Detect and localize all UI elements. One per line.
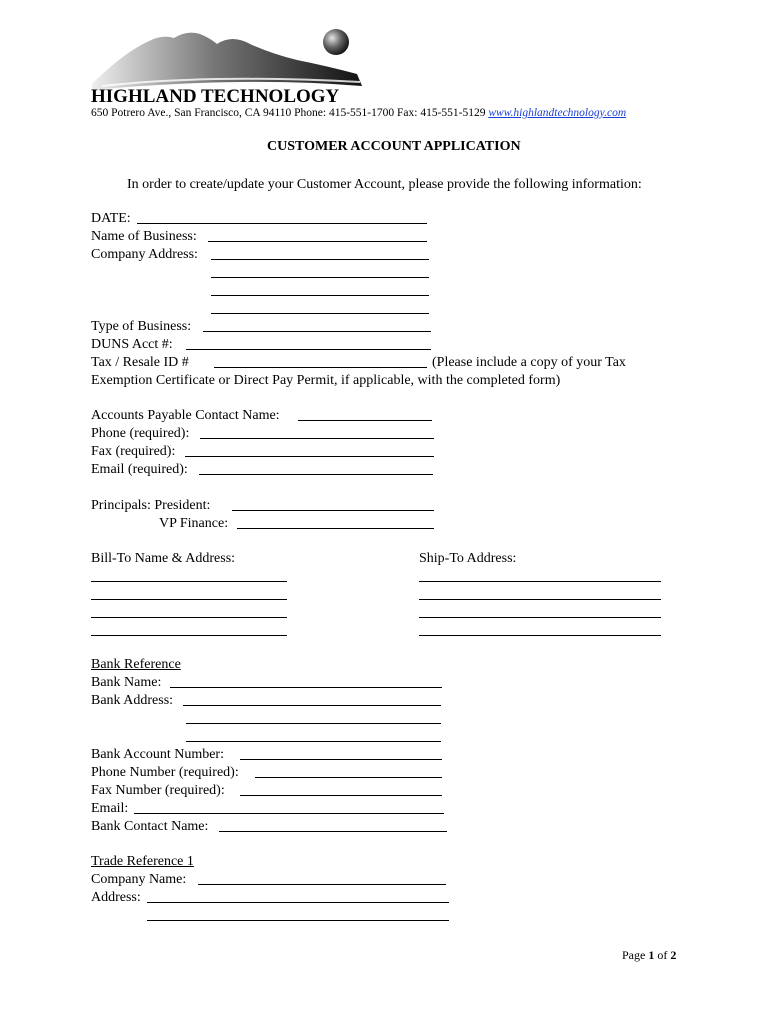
bill-to-field-3[interactable] bbox=[91, 617, 287, 618]
vp-finance-field[interactable] bbox=[237, 528, 434, 529]
principals-label: Principals: President: bbox=[91, 498, 211, 513]
trade-company-name-label: Company Name: bbox=[91, 872, 187, 887]
company-address-field-2[interactable] bbox=[211, 277, 429, 278]
company-address-field-3[interactable] bbox=[211, 295, 429, 296]
bank-address-field-3[interactable] bbox=[186, 741, 441, 742]
bank-contact-label: Bank Contact Name: bbox=[91, 819, 209, 834]
date-label: DATE: bbox=[91, 211, 131, 226]
email-label: Email (required): bbox=[91, 462, 188, 477]
duns-label: DUNS Acct #: bbox=[91, 337, 173, 352]
company-address-field-4[interactable] bbox=[211, 313, 429, 314]
vp-finance-label: VP Finance: bbox=[159, 516, 229, 531]
type-of-business-label: Type of Business: bbox=[91, 319, 192, 334]
tax-note-line-1: (Please include a copy of your Tax bbox=[432, 355, 626, 370]
tax-id-label: Tax / Resale ID # bbox=[91, 355, 189, 370]
page-current: 1 bbox=[648, 948, 655, 962]
phone-field[interactable] bbox=[200, 438, 434, 439]
bank-phone-field[interactable] bbox=[255, 777, 442, 778]
bank-name-label: Bank Name: bbox=[91, 675, 162, 690]
bill-to-field-4[interactable] bbox=[91, 635, 287, 636]
page-number bbox=[622, 948, 676, 963]
tax-id-field[interactable] bbox=[214, 367, 427, 368]
bill-to-field-2[interactable] bbox=[91, 599, 287, 600]
bank-address-field-2[interactable] bbox=[186, 723, 441, 724]
ship-to-field-3[interactable] bbox=[419, 617, 661, 618]
of-word: of bbox=[657, 948, 668, 962]
bill-to-label: Bill-To Name & Address: bbox=[91, 551, 236, 566]
company-name: HIGHLAND TECHNOLOGY bbox=[91, 86, 340, 107]
company-contact-info: 650 Potrero Ave., San Francisco, CA 94110 Phone: 415-551-1700 Fax: 415-551-5129 bbox=[91, 107, 486, 119]
phone-label: Phone (required): bbox=[91, 426, 190, 441]
fax-field[interactable] bbox=[185, 456, 434, 457]
trade-address-label: Address: bbox=[91, 890, 141, 905]
fax-label: Fax (required): bbox=[91, 444, 176, 459]
page-word: Page bbox=[622, 948, 646, 962]
bank-fax-field[interactable] bbox=[240, 795, 442, 796]
bank-address-label: Bank Address: bbox=[91, 693, 174, 708]
highland-logo bbox=[92, 24, 372, 94]
bill-to-field-1[interactable] bbox=[91, 581, 287, 582]
ship-to-field-4[interactable] bbox=[419, 635, 661, 636]
type-of-business-field[interactable] bbox=[203, 331, 431, 332]
bank-phone-label: Phone Number (required): bbox=[91, 765, 239, 780]
email-field[interactable] bbox=[199, 474, 433, 475]
bank-reference-heading: Bank Reference bbox=[91, 657, 181, 672]
trade-address-field-2[interactable] bbox=[147, 920, 449, 921]
bank-account-number-label: Bank Account Number: bbox=[91, 747, 224, 762]
intro-text: In order to create/update your Customer Account, please provide the following information: bbox=[127, 177, 642, 192]
bank-contact-field[interactable] bbox=[219, 831, 447, 832]
page-total: 2 bbox=[670, 948, 677, 962]
bank-email-label: Email: bbox=[91, 801, 129, 816]
ship-to-field-2[interactable] bbox=[419, 599, 661, 600]
bank-address-field-1[interactable] bbox=[183, 705, 441, 706]
business-name-field[interactable] bbox=[208, 241, 427, 242]
business-name-label: Name of Business: bbox=[91, 229, 197, 244]
date-field[interactable] bbox=[137, 223, 427, 224]
bank-name-field[interactable] bbox=[170, 687, 442, 688]
company-address-label: Company Address: bbox=[91, 247, 198, 262]
bank-fax-label: Fax Number (required): bbox=[91, 783, 225, 798]
website-link[interactable]: www.highlandtechnology.com bbox=[488, 107, 627, 119]
president-field[interactable] bbox=[232, 510, 434, 511]
tax-note-line-2: Exemption Certificate or Direct Pay Permit, if applicable, with the completed form) bbox=[91, 373, 561, 388]
bank-account-number-field[interactable] bbox=[240, 759, 442, 760]
ship-to-field-1[interactable] bbox=[419, 581, 661, 582]
trade-company-name-field[interactable] bbox=[198, 884, 446, 885]
trade-reference-heading: Trade Reference 1 bbox=[91, 854, 194, 869]
ap-contact-label: Accounts Payable Contact Name: bbox=[91, 408, 280, 423]
trade-address-field-1[interactable] bbox=[147, 902, 449, 903]
duns-field[interactable] bbox=[186, 349, 431, 350]
bank-email-field[interactable] bbox=[134, 813, 444, 814]
form-title: CUSTOMER ACCOUNT APPLICATION bbox=[267, 139, 521, 154]
ap-contact-field[interactable] bbox=[298, 420, 432, 421]
company-address-line bbox=[91, 107, 626, 119]
company-address-field-1[interactable] bbox=[211, 259, 429, 260]
ship-to-label: Ship-To Address: bbox=[419, 551, 517, 566]
